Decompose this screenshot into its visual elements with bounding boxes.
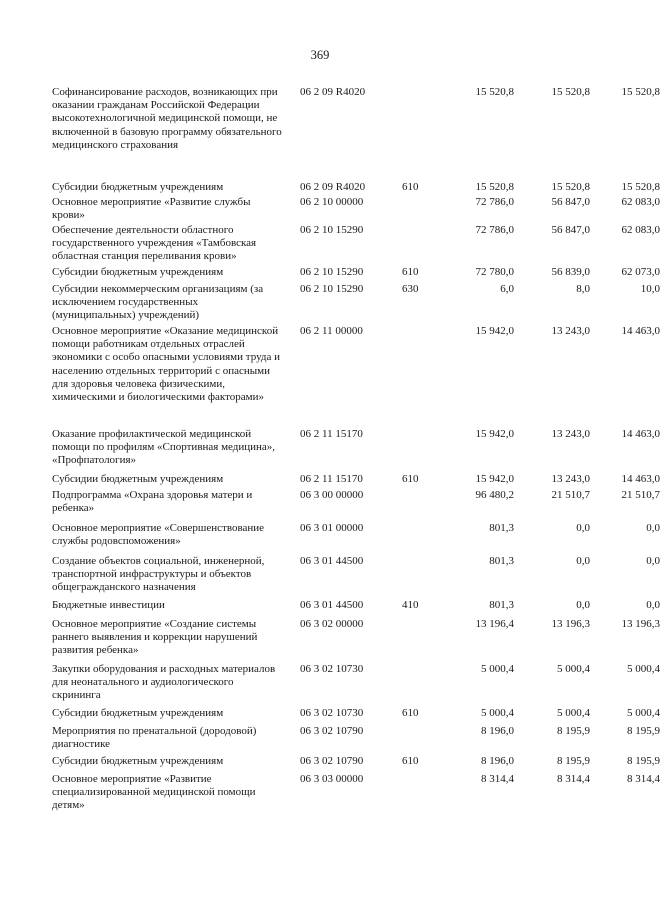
row-value-3: 13 196,3 (621, 618, 660, 630)
row-value-1: 801,3 (489, 555, 514, 567)
table-row (52, 224, 660, 266)
row-name: Бюджетные инвестиции (52, 599, 165, 611)
row-name: Закупки оборудования и расходных материалов для неонатального и аудиологического скрининга (52, 663, 276, 702)
row-value-1: 15 942,0 (475, 428, 514, 440)
row-value-3: 14 463,0 (621, 325, 660, 337)
row-value-3: 5 000,4 (627, 663, 660, 675)
table-row (52, 707, 660, 725)
row-value-1: 801,3 (489, 599, 514, 611)
row-value-2: 56 839,0 (551, 266, 590, 278)
row-value-2: 21 510,7 (551, 489, 590, 501)
row-value-3: 14 463,0 (621, 473, 660, 485)
row-value-1: 8 314,4 (481, 773, 514, 785)
row-code: 06 2 09 R4020 (300, 86, 366, 98)
row-value-1: 15 942,0 (475, 473, 514, 485)
row-value-1: 15 520,8 (475, 181, 514, 193)
table-row (52, 773, 660, 818)
table-row (52, 725, 660, 755)
row-value-1: 13 196,4 (475, 618, 514, 630)
row-value-1: 5 000,4 (481, 707, 514, 719)
row-name: Субсидии бюджетным учреждениям (52, 473, 224, 485)
table-row (52, 618, 660, 663)
row-code: 06 2 11 15170 (300, 428, 363, 440)
row-expense-type: 610 (402, 707, 419, 719)
row-value-3: 15 520,8 (621, 86, 660, 98)
row-name: Субсидии бюджетным учреждениям (52, 707, 224, 719)
row-code: 06 3 01 44500 (300, 555, 364, 567)
row-value-1: 801,3 (489, 522, 514, 534)
row-value-1: 15 942,0 (475, 325, 514, 337)
row-code: 06 2 10 15290 (300, 283, 364, 295)
row-value-1: 6,0 (500, 283, 514, 295)
row-name: Мероприятия по пренатальной (дородовой) диагностике (52, 725, 257, 751)
row-expense-type: 610 (402, 473, 419, 485)
row-value-2: 0,0 (576, 555, 590, 567)
row-value-2: 0,0 (576, 599, 590, 611)
row-value-1: 15 520,8 (475, 86, 514, 98)
row-code: 06 3 02 10730 (300, 707, 364, 719)
row-value-2: 8 195,9 (557, 725, 590, 737)
row-code: 06 2 10 15290 (300, 266, 364, 278)
row-value-1: 8 196,0 (481, 755, 514, 767)
budget-table (52, 86, 660, 818)
row-value-3: 14 463,0 (621, 428, 660, 440)
row-name: Обеспечение деятельности областного государственного учреждения «Тамбовская областная станция переливания крови» (52, 224, 257, 263)
table-row (52, 522, 660, 555)
row-value-1: 8 196,0 (481, 725, 514, 737)
row-expense-type: 610 (402, 266, 419, 278)
table-row (52, 555, 660, 599)
table-row (52, 755, 660, 773)
table-row (52, 663, 660, 707)
row-value-2: 15 520,8 (551, 86, 590, 98)
table-row (52, 599, 660, 618)
row-name: Основное мероприятие «Создание системы раннего выявления и коррекции нарушений развития ребенка» (52, 618, 258, 657)
row-value-2: 8,0 (576, 283, 590, 295)
row-name: Субсидии бюджетным учреждениям (52, 266, 224, 278)
row-value-3: 0,0 (646, 522, 660, 534)
row-code: 06 3 02 10790 (300, 725, 364, 737)
row-code: 06 3 02 00000 (300, 618, 364, 630)
row-value-3: 8 195,9 (627, 755, 660, 767)
row-value-2: 5 000,4 (557, 663, 590, 675)
row-value-3: 8 314,4 (627, 773, 660, 785)
row-value-3: 62 083,0 (621, 196, 660, 208)
table-row (52, 86, 660, 181)
row-value-2: 5 000,4 (557, 707, 590, 719)
row-expense-type: 610 (402, 755, 419, 767)
row-value-2: 13 196,3 (551, 618, 590, 630)
row-name: Основное мероприятие «Развитие службы крови» (52, 196, 251, 222)
row-value-2: 15 520,8 (551, 181, 590, 193)
row-value-3: 0,0 (646, 599, 660, 611)
row-code: 06 3 02 10790 (300, 755, 364, 767)
row-name: Основное мероприятие «Совершенствование службы родовспоможения» (52, 522, 265, 548)
row-code: 06 3 01 44500 (300, 599, 364, 611)
row-value-3: 62 083,0 (621, 224, 660, 236)
row-name: Софинансирование расходов, возникающих при оказании гражданам Российской Федерации высокотехнологичной медицинской помощи, не включенной в базовую программу обязательного медицинского страхования (52, 86, 282, 151)
row-code: 06 3 02 10730 (300, 663, 364, 675)
table-row (52, 181, 660, 196)
row-name: Субсидии некоммерческим организациям (за исключением государственных (муниципальных) учреждений) (52, 283, 264, 322)
row-value-3: 15 520,8 (621, 181, 660, 193)
row-name: Субсидии бюджетным учреждениям (52, 755, 224, 767)
row-code: 06 2 11 15170 (300, 473, 363, 485)
table-row (52, 325, 660, 428)
table-row (52, 196, 660, 224)
table-row (52, 283, 660, 325)
row-value-2: 13 243,0 (551, 428, 590, 440)
row-code: 06 2 11 00000 (300, 325, 363, 337)
row-value-2: 13 243,0 (551, 325, 590, 337)
page-number: 369 (310, 48, 330, 62)
row-code: 06 3 03 00000 (300, 773, 364, 785)
row-code: 06 3 01 00000 (300, 522, 364, 534)
row-name: Создание объектов социальной, инженерной, транспортной инфраструктуры и объектов общегражданского назначения (52, 555, 265, 594)
row-value-2: 8 314,4 (557, 773, 590, 785)
row-value-1: 96 480,2 (475, 489, 514, 501)
row-value-3: 21 510,7 (621, 489, 660, 501)
row-value-1: 72 786,0 (475, 196, 514, 208)
row-value-3: 10,0 (640, 283, 660, 295)
row-name: Подпрограмма «Охрана здоровья матери и ребенка» (52, 489, 253, 515)
row-name: Основное мероприятие «Развитие специализированной медицинской помощи детям» (52, 773, 256, 812)
row-value-1: 72 780,0 (475, 266, 514, 278)
table-row (52, 428, 660, 473)
row-value-3: 0,0 (646, 555, 660, 567)
row-value-1: 72 786,0 (475, 224, 514, 236)
row-value-2: 13 243,0 (551, 473, 590, 485)
row-expense-type: 410 (402, 599, 419, 611)
row-code: 06 3 00 00000 (300, 489, 364, 501)
row-code: 06 2 09 R4020 (300, 181, 366, 193)
row-value-3: 62 073,0 (621, 266, 660, 278)
row-code: 06 2 10 00000 (300, 196, 364, 208)
table-row (52, 489, 660, 522)
row-value-1: 5 000,4 (481, 663, 514, 675)
row-value-2: 0,0 (576, 522, 590, 534)
row-value-2: 8 195,9 (557, 755, 590, 767)
row-value-3: 5 000,4 (627, 707, 660, 719)
row-name: Основное мероприятие «Оказание медицинской помощи работникам отдельных отраслей экономики с особо опасными условиями труда и населению отдельных территорий с опасными для здоровья человека физическими, химическими и биологическими факторами» (52, 325, 281, 404)
table-row (52, 266, 660, 283)
row-code: 06 2 10 15290 (300, 224, 364, 236)
row-value-2: 56 847,0 (551, 196, 590, 208)
row-name: Субсидии бюджетным учреждениям (52, 181, 224, 193)
table-row (52, 473, 660, 489)
row-expense-type: 630 (402, 283, 419, 295)
row-value-3: 8 195,9 (627, 725, 660, 737)
row-expense-type: 610 (402, 181, 419, 193)
row-name: Оказание профилактической медицинской помощи по профилям «Спортивная медицина», «Профпатология» (52, 428, 276, 467)
row-value-2: 56 847,0 (551, 224, 590, 236)
